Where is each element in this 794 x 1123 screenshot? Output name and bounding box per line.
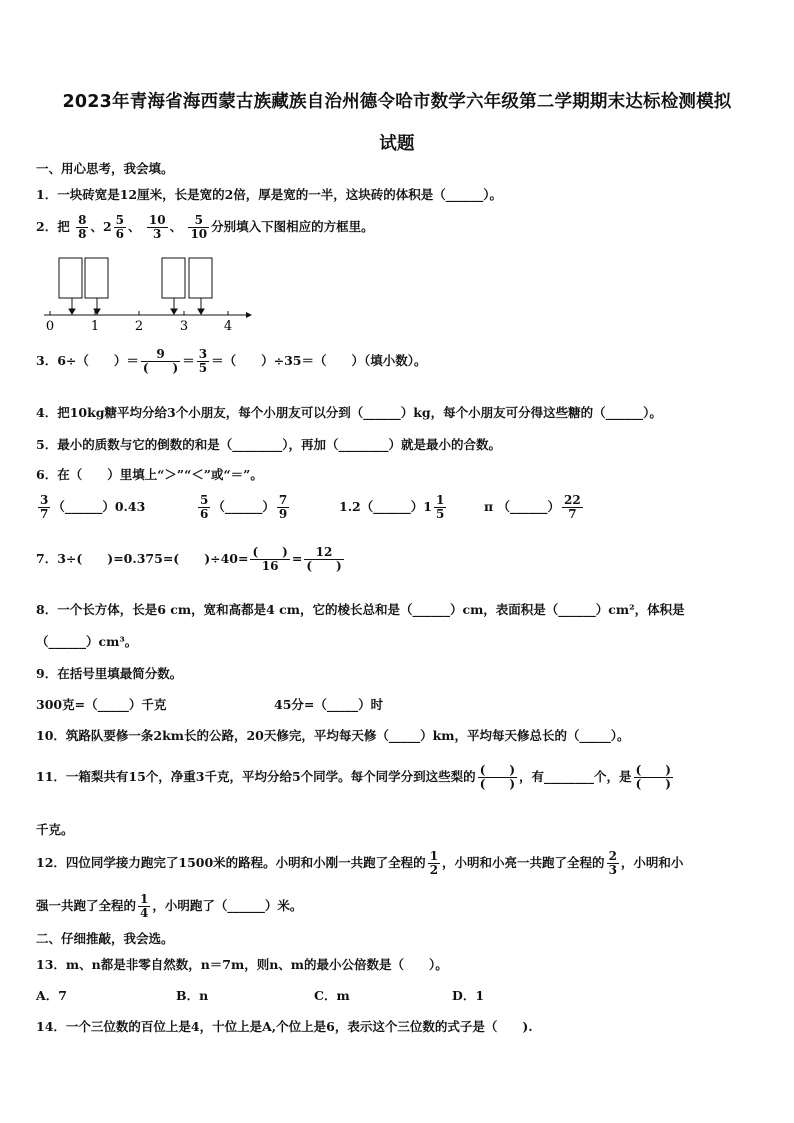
question-13: 13．m、n都是非零自然数，n＝7m，则n、m的最小公倍数是（ ）。 — [36, 957, 448, 972]
q13-option-b: B．n — [176, 988, 209, 1003]
question-9: 9．在括号里填最简分数。 — [36, 666, 183, 681]
answer-box-4 — [189, 258, 212, 298]
question-14: 14．一个三位数的百位上是4，十位上是A,个位上是6，表示这个三位数的式子是（ ). — [36, 1019, 533, 1034]
question-4: 4．把10kg糖平均分给3个小朋友，每个小朋友可以分到（______）kg，每个小朋友可分得这些糖的（______）。 — [36, 405, 662, 420]
question-2: 2．把 $\frac{8}{8}$ 、2 $\frac{5}{6}$ 、 $\frac{10}{3}$ 、 $\frac{5}{10}$ 分别填入下图相应的方框里。 — [36, 213, 374, 242]
tick-label-4: 4 — [223, 319, 233, 334]
q2-fraction-1: $\frac{8}{8}$ — [78, 213, 87, 242]
q2-prefix: 2．把 — [36, 219, 70, 235]
q6-item-a: $\frac{3}{7}$ （______）0.43 — [40, 493, 146, 522]
question-7: 7．3÷( )=0.375=( )÷40= $\frac{( )}{16}$ = $\frac{12}{( )}$ — [36, 545, 342, 574]
section1-heading: 一、用心思考，我会填。 — [36, 161, 174, 176]
q13-option-d: D．1 — [452, 988, 485, 1003]
q6-item-c: 1.2（______）1 $\frac{1}{5}$ — [339, 493, 445, 522]
section2-heading: 二、仔细推敲，我会选。 — [36, 931, 174, 946]
tick-label-1: 1 — [90, 319, 100, 334]
tick-label-2: 2 — [134, 319, 144, 334]
q9-item-a: 300克=（_____）千克 — [36, 697, 167, 712]
question-11-line2: 千克。 — [36, 822, 74, 837]
q13-option-c: C．m — [314, 988, 350, 1003]
q6-item-b: $\frac{5}{6}$ （______） $\frac{7}{9}$ — [200, 493, 288, 522]
question-8-line2: （______）cm³。 — [36, 634, 138, 649]
q12-fraction-2: $\frac{2}{3}$ — [608, 849, 617, 878]
answer-box-3 — [162, 258, 185, 298]
q2-mixed-whole: 2 — [102, 219, 112, 235]
q11-fraction-1: $\frac{( )}{( )}$ — [479, 763, 516, 792]
question-10: 10．筑路队要修一条2km长的公路，20天修完，平均每天修（_____）km，平均每天修总长的（_____）。 — [36, 728, 630, 743]
question-3: 3．6÷（ ）＝ $\frac{9}{( )}$ ＝ $\frac{3}{5}$ ＝（ ）÷35＝（ ）（填小数）。 — [36, 347, 427, 376]
question-1: 1．一块砖宽是12厘米，长是宽的2倍，厚是宽的一半，这块砖的体积是（______）。 — [36, 187, 503, 202]
q2-fraction-2: $\frac{5}{6}$ — [115, 213, 124, 242]
q13-option-a: A．7 — [36, 988, 67, 1003]
answer-box-2 — [85, 258, 108, 298]
answer-box-1 — [59, 258, 82, 298]
question-6: 6．在（ ）里填上“＞”“＜”或“＝”。 — [36, 467, 263, 482]
q3-fraction-1: $\frac{9}{( )}$ — [142, 347, 179, 376]
exam-title-line2: 试题 — [379, 134, 415, 154]
question-8-line1: 8．一个长方体，长是6 cm，宽和高都是4 cm，它的棱长总和是（______）cm，表面积是（______）cm²，体积是 — [36, 602, 685, 617]
tick-label-3: 3 — [179, 319, 189, 334]
q12-fraction-3: $\frac{1}{4}$ — [140, 892, 149, 921]
question-12: 12．四位同学接力跑完了1500米的路程。小明和小刚一共跑了全程的 $\frac{1}{2}$ ，小明和小亮一共跑了全程的 $\frac{2}{3}$ ，小明和小 — [36, 849, 684, 878]
question-5: 5．最小的质数与它的倒数的和是（________），再加（________）就是最小的合数。 — [36, 437, 501, 452]
q6-item-d: π （______） $\frac{22}{7}$ — [484, 493, 581, 522]
q12-fraction-1: $\frac{1}{2}$ — [429, 849, 439, 878]
axis-arrow — [246, 312, 252, 318]
exam-title-line1: 2023年青海省海西蒙古族藏族自治州德令哈市数学六年级第二学期期末达标检测模拟 — [62, 92, 732, 112]
q11-fraction-2: $\frac{( )}{( )}$ — [635, 763, 671, 792]
q9-item-b: 45分=（_____）时 — [274, 697, 384, 712]
q7-fraction-2: $\frac{12}{( )}$ — [306, 545, 342, 574]
tick-label-0: 0 — [45, 319, 55, 334]
q2-fraction-3: $\frac{10}{3}$ — [148, 213, 166, 242]
question-12-line2: 强一共跑了全程的 $\frac{1}{4}$ ，小明跑了（______）米。 — [36, 892, 303, 921]
question-11: 11．一箱梨共有15个，净重3千克，平均分给5个同学。每个同学分到这些梨的 $\frac{( )}{( )}$ ，有________个，是 $\frac{( )}{( )}$ — [36, 763, 671, 792]
q3-fraction-2: $\frac{3}{5}$ — [198, 347, 208, 376]
number-line-figure — [36, 256, 256, 336]
q2-fraction-4: $\frac{5}{10}$ — [190, 213, 208, 242]
q7-fraction-1: $\frac{( )}{16}$ — [252, 545, 288, 574]
